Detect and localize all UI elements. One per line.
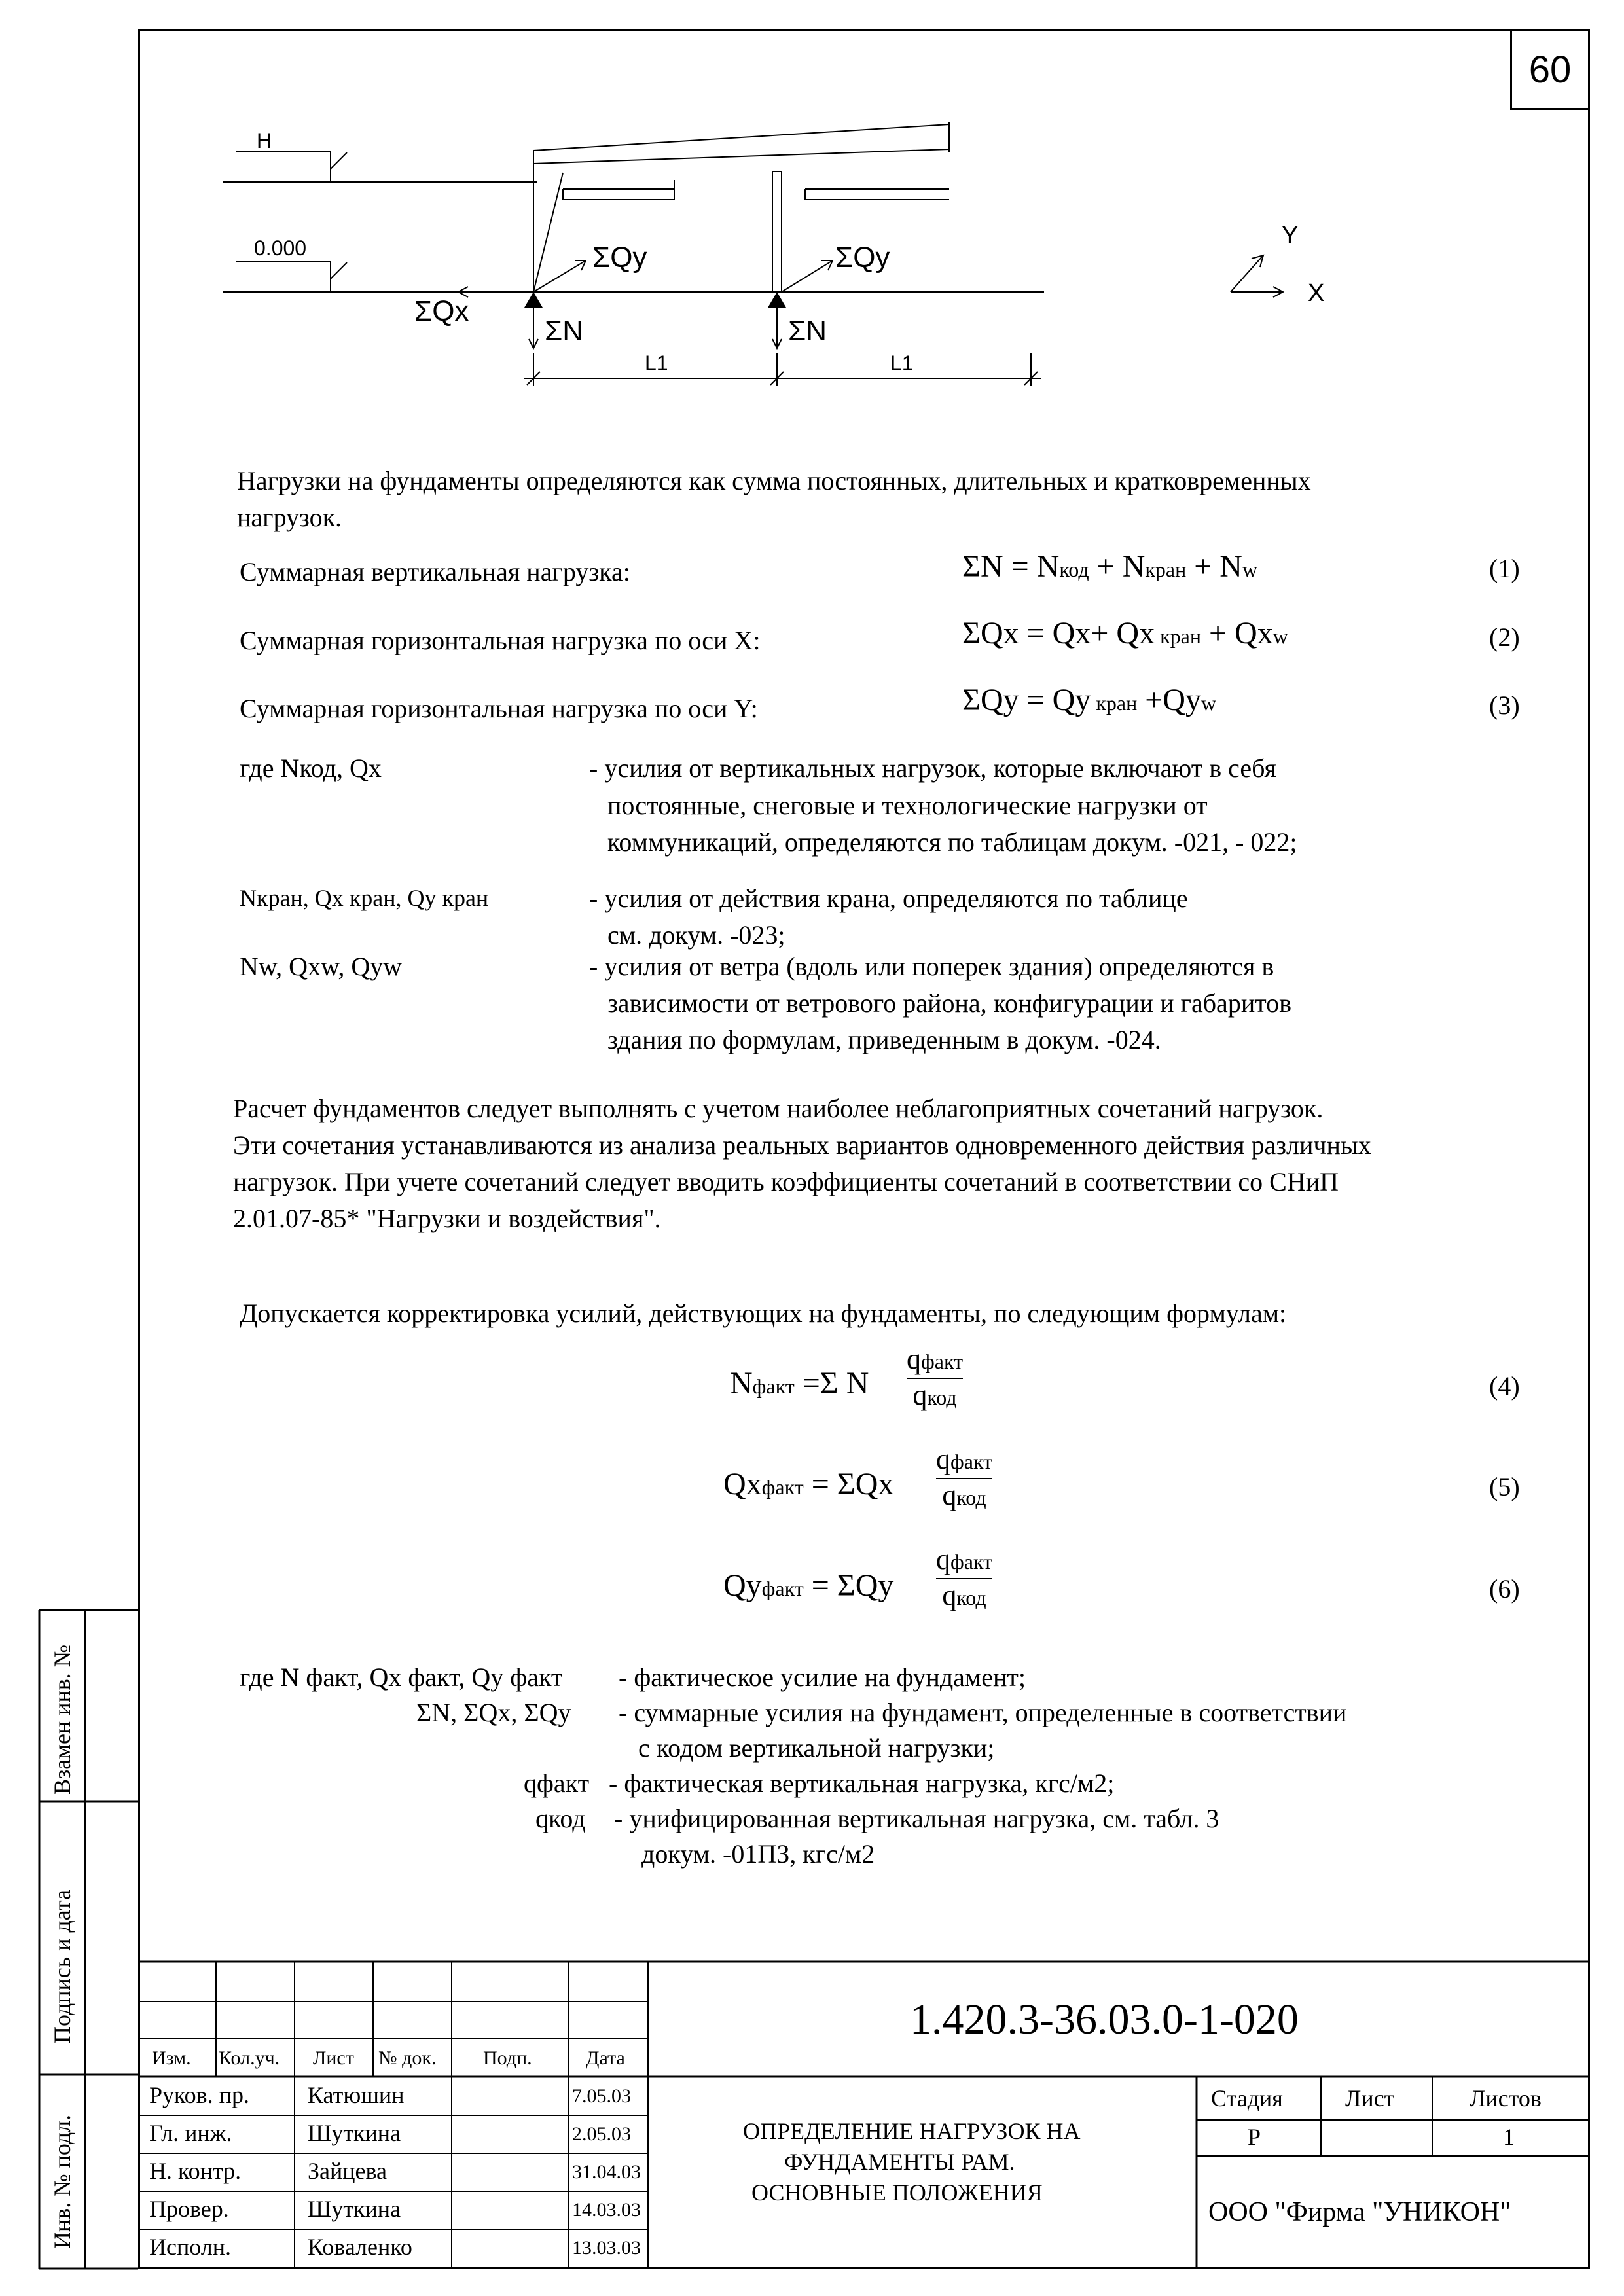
qy-label-2: ΣQy <box>835 242 890 274</box>
axis-y-label: Y <box>1282 222 1299 249</box>
para2-line-4: 2.01.07-85* "Нагрузки и воздействия". <box>233 1204 661 1233</box>
where-desc-3c: здания по формулам, приведенным в докум. -024. <box>607 1025 1161 1054</box>
row-date-3: 31.04.03 <box>572 2161 641 2183</box>
side-inv-original: Инв. № подл. <box>49 2114 75 2249</box>
sheet-header: Лист <box>1345 2085 1395 2111</box>
where-desc-1c: коммуникаций, определяются по таблицам докум. -021, - 022; <box>607 827 1297 857</box>
corr-formula-5: Qxфакт = ΣQx <box>723 1467 894 1501</box>
where2-desc-2: - суммарные усилия на фундамент, определенные в соответствии <box>619 1698 1347 1727</box>
stage-value: Р <box>1248 2124 1261 2150</box>
sheets-header: Листов <box>1470 2085 1542 2111</box>
hdr-list: Лист <box>313 2047 354 2069</box>
where-desc-3a: - усилия от ветра (вдоль или поперек здания) определяются в <box>589 952 1274 981</box>
where2-desc-5: - унифицированная вертикальная нагрузка, см. табл. 3 <box>614 1804 1219 1833</box>
intro-line-2: нагрузок. <box>237 503 342 532</box>
hdr-izm: Изм. <box>152 2047 191 2069</box>
para3: Допускается корректировка усилий, действующих на фундаменты, по следующим формулам: <box>240 1299 1287 1328</box>
eq-number-1: (1) <box>1489 554 1520 583</box>
sum-label-3: Суммарная горизонтальная нагрузка по оси Y: <box>240 694 758 723</box>
page-number: 60 <box>1510 29 1590 110</box>
row-role-3: Н. контр. <box>149 2158 242 2184</box>
row-date-1: 7.05.03 <box>572 2085 631 2107</box>
where-desc-3b: зависимости от ветрового района, конфигурации и габаритов <box>607 988 1292 1018</box>
company-name: ООО "Фирма "УНИКОН" <box>1208 2197 1511 2227</box>
eq-number-3: (3) <box>1489 691 1520 720</box>
h-label: H <box>257 129 272 152</box>
corr-formula-4: Nфакт =Σ N <box>730 1366 869 1401</box>
hdr-doc: № док. <box>378 2047 437 2069</box>
corr-formula-6: Qyфакт = ΣQy <box>723 1568 894 1603</box>
where-desc-1b: постоянные, снеговые и технологические нагрузки от <box>607 791 1208 820</box>
level-label: 0.000 <box>254 236 307 260</box>
eq-number-2: (2) <box>1489 622 1520 652</box>
row-name-3: Зайцева <box>308 2158 388 2184</box>
row-name-2: Шуткина <box>308 2120 401 2146</box>
document-code: 1.420.3-36.03.0-1-020 <box>910 1996 1299 2043</box>
where2-desc-1: - фактическое усилие на фундамент; <box>619 1662 1026 1692</box>
row-role-1: Руков. пр. <box>149 2082 249 2108</box>
row-name-1: Катюшин <box>308 2082 405 2108</box>
where-key-3: Nw, Qxw, Qyw <box>240 952 403 981</box>
where-desc-2a: - усилия от действия крана, определяются по таблице <box>589 884 1188 913</box>
doc-title-2: ФУНДАМЕНТЫ РАМ. <box>784 2149 1015 2175</box>
where-key-2: Nкран, Qx кран, Qy кран <box>240 885 489 911</box>
sum-formula-3: ΣQy = Qy кран +Qyw <box>962 683 1217 717</box>
where2-desc-4: - фактическая вертикальная нагрузка, кгс/м2; <box>609 1768 1115 1798</box>
corr-fraction-4: qфакт qкод <box>907 1343 964 1411</box>
span-label-2: L1 <box>890 351 914 375</box>
where2-desc-6: докум. -01ПЗ, кгс/м2 <box>641 1839 875 1869</box>
row-date-5: 13.03.03 <box>572 2237 641 2259</box>
qx-label: ΣQx <box>414 295 469 327</box>
eq-number-5: (5) <box>1489 1472 1520 1501</box>
row-name-5: Коваленко <box>308 2234 412 2260</box>
where2-desc-3: с кодом вертикальной нагрузки; <box>638 1733 995 1763</box>
doc-title-1: ОПРЕДЕЛЕНИЕ НАГРУЗОК НА <box>743 2118 1081 2144</box>
para2-line-2: Эти сочетания устанавливаются из анализа реальных вариантов одновременного действия различных <box>233 1130 1371 1160</box>
where2-key-4: qфакт <box>524 1768 590 1798</box>
stage-header: Стадия <box>1211 2085 1283 2111</box>
span-label-1: L1 <box>645 351 668 375</box>
eq-number-6: (6) <box>1489 1574 1520 1604</box>
where2-key-1: где N факт, Qx факт, Qy факт <box>240 1662 563 1692</box>
corr-fraction-6: qфакт qкод <box>936 1543 993 1611</box>
where-key-1: где Nкод, Qx <box>240 753 382 783</box>
where-desc-2b: см. докум. -023; <box>607 920 785 950</box>
where2-key-5: qкод <box>535 1804 586 1833</box>
hdr-kol: Кол.уч. <box>219 2047 280 2069</box>
row-name-4: Шуткина <box>308 2196 401 2222</box>
where2-key-2: ΣN, ΣQx, ΣQy <box>416 1698 571 1727</box>
intro-line-1: Нагрузки на фундаменты определяются как сумма постоянных, длительных и кратковременных <box>237 466 1311 495</box>
eq-number-4: (4) <box>1489 1371 1520 1401</box>
row-role-2: Гл. инж. <box>149 2120 232 2146</box>
where-desc-1a: - усилия от вертикальных нагрузок, которые включают в себя <box>589 753 1276 783</box>
corr-fraction-5: qфакт qкод <box>936 1443 993 1511</box>
row-date-2: 2.05.03 <box>572 2123 631 2145</box>
hdr-date: Дата <box>586 2047 625 2069</box>
hdr-sign: Подп. <box>483 2047 532 2069</box>
sum-label-1: Суммарная вертикальная нагрузка: <box>240 557 630 586</box>
row-date-4: 14.03.03 <box>572 2199 641 2221</box>
sum-formula-1: ΣN = Nкод + Nкран + Nw <box>962 549 1258 584</box>
para2-line-1: Расчет фундаментов следует выполнять с учетом наиболее неблагоприятных сочетаний нагрузок. <box>233 1094 1324 1123</box>
doc-title-3: ОСНОВНЫЕ ПОЛОЖЕНИЯ <box>751 2179 1043 2206</box>
sheets-value: 1 <box>1503 2124 1515 2150</box>
axis-x-label: X <box>1308 279 1325 307</box>
side-sign-date: Подпись и дата <box>49 1890 75 2043</box>
sum-formula-2: ΣQx = Qx+ Qx кран + Qxw <box>962 616 1288 651</box>
row-role-4: Провер. <box>149 2196 229 2222</box>
side-replace-inv: Взамен инв. № <box>49 1644 75 1795</box>
qy-label-1: ΣQy <box>592 242 647 274</box>
n-label-2: ΣN <box>788 315 827 347</box>
para2-line-3: нагрузок. При учете сочетаний следует вводить коэффициенты сочетаний в соответствии со СНиП <box>233 1167 1339 1196</box>
sum-label-2: Суммарная горизонтальная нагрузка по оси X: <box>240 626 761 655</box>
row-role-5: Исполн. <box>149 2234 231 2260</box>
n-label-1: ΣN <box>545 315 583 347</box>
